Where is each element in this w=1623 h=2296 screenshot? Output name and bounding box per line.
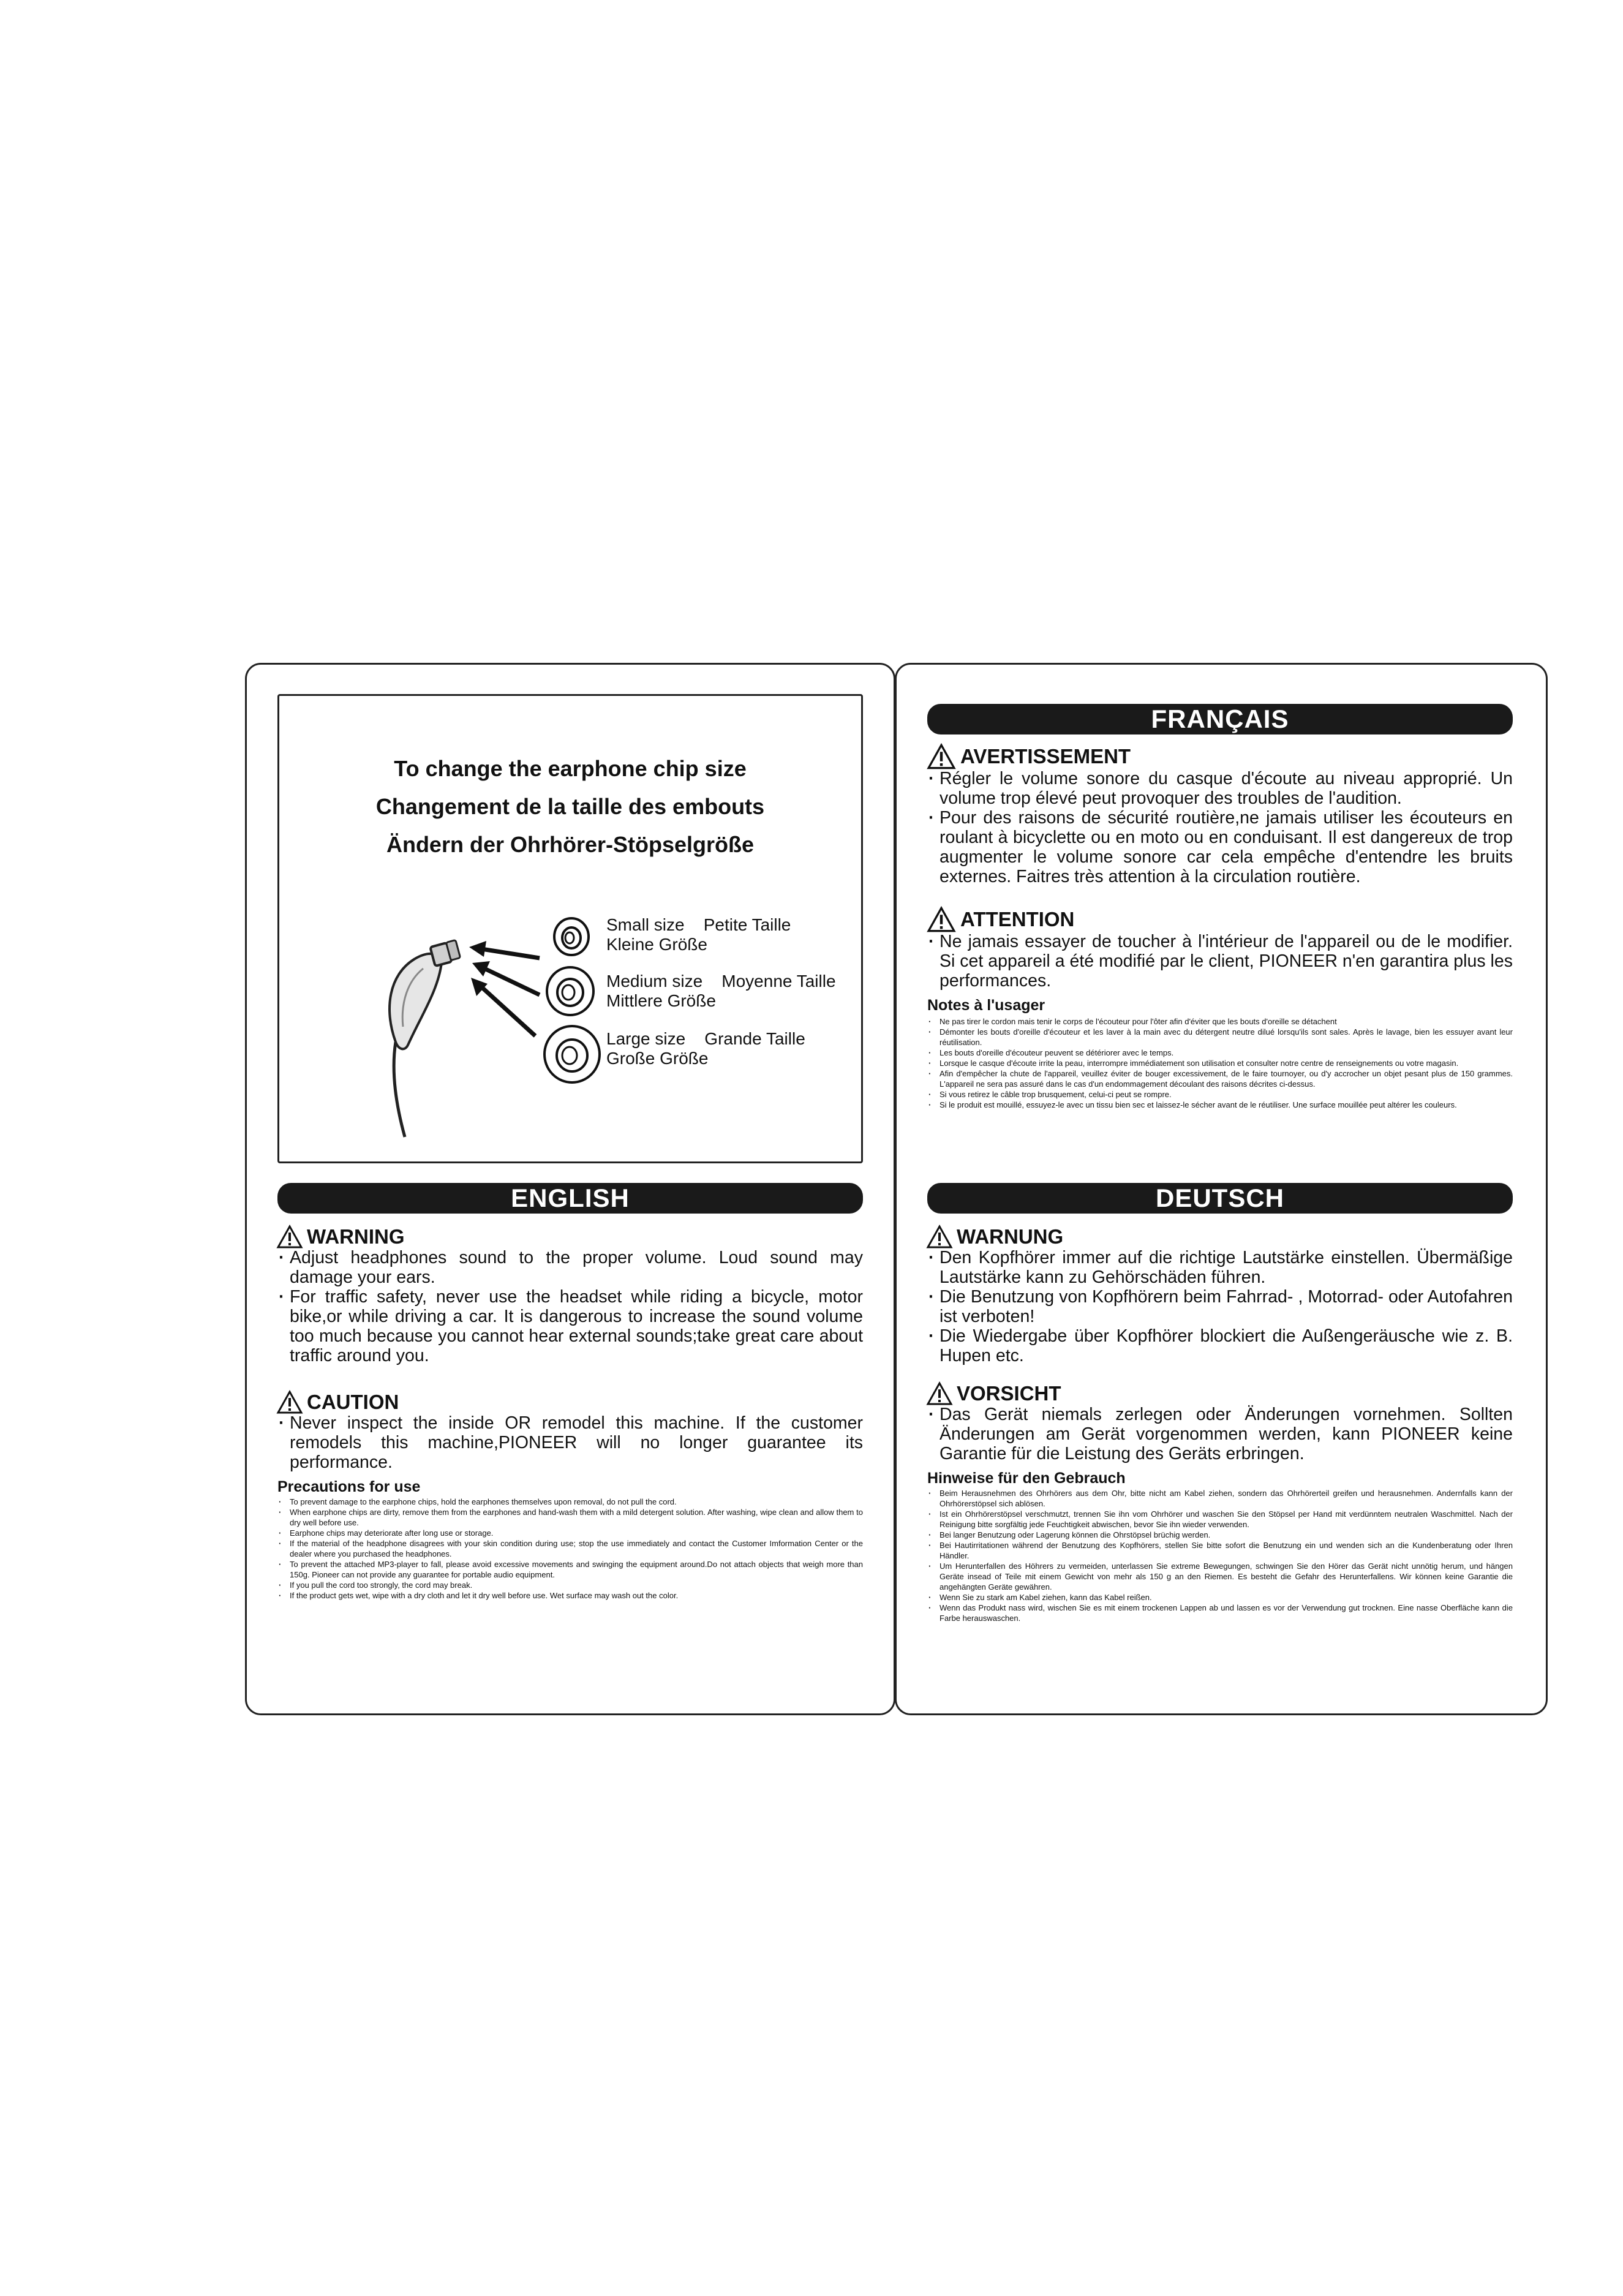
list-item: · If the material of the headphone disagrees with your skin condition during use; stop the use immediately and contact the Customer Imformation Center or the dealer where you purchased the headphones.: [277, 1538, 863, 1559]
medium-size-label: Medium size Moyenne Taille Mittlere Größe: [606, 972, 836, 1010]
list-item: · Régler le volume sonore du casque d'écoute au niveau approprié. Un volume trop élevé peut provoquer des troubles de l'audition.: [927, 769, 1513, 808]
francais-precautions-heading: Notes à l'usager: [927, 997, 1045, 1014]
right-panel: [895, 663, 1548, 1715]
list-item: · Ist ein Ohrhörerstöpsel verschmutzt, trennen Sie ihn vom Ohrhörer und waschen Sie den Stöpsel per Hand mit verdünntem neutralen Waschmittel. Nach der Reinigung bitte sorgfältig jede Feuchtigkeit abwischen, bevor Sie ihn wieder verwenden.: [927, 1509, 1513, 1530]
english-warning-heading: [276, 1225, 405, 1249]
english-section-bar: ENGLISH: [277, 1183, 863, 1214]
caution-text: VORSICHT: [957, 1382, 1061, 1405]
list-item: · Pour des raisons de sécurité routière,ne jamais utiliser les écouteurs en roulant à bicyclette ou en moto ou en conduisant. Il est dangereux de trop augmenter le volume sonore car cela empêche d'entendre les bruits externes. Faitres très attention à la circulation routière.: [927, 808, 1513, 886]
deutsch-caution-list: [927, 1405, 1513, 1463]
english-precautions-list: [277, 1497, 863, 1601]
list-item: · Ne pas tirer le cordon mais tenir le corps de l'écouteur pour l'ôter afin d'éviter que les bouts d'oreille se détachent: [927, 1016, 1513, 1027]
caution-text: CAUTION: [307, 1391, 399, 1413]
list-item: · Die Benutzung von Kopfhörern beim Fahrrad- , Motorrad- oder Autofahren ist verboten!: [927, 1287, 1513, 1326]
deutsch-warning-list: [927, 1248, 1513, 1365]
francais-caution-heading: [926, 906, 1074, 933]
list-item: · If the product gets wet, wipe with a dry cloth and let it dry well before use. Wet surface may wash out the color.: [277, 1590, 863, 1601]
large-tip-icon: [541, 1023, 603, 1086]
warning-text: WARNUNG: [957, 1225, 1064, 1248]
deutsch-caution-heading: [926, 1381, 1061, 1406]
english-warning-list: [277, 1248, 863, 1365]
warning-triangle-icon: [276, 1225, 303, 1249]
figure-title-fr: Changement de la taille des embouts: [375, 794, 765, 819]
francais-section-bar: FRANÇAIS: [927, 704, 1513, 734]
francais-precautions-list: [927, 1016, 1513, 1110]
earphone-chip-figure: [277, 694, 863, 1163]
list-item: · Ne jamais essayer de toucher à l'intérieur de l'appareil ou de le modifier. Si cet appareil a été modifié par le client, PIONEER n'en garantira plus les performances.: [927, 932, 1513, 991]
list-item: · Wenn das Produkt nass wird, wischen Sie es mit einem trockenen Lappen ab und lassen es vor der Verwendung gut trocknen. Eine nasse Oberfläche kann die Farbe herauswaschen.: [927, 1603, 1513, 1623]
caution-triangle-icon: [276, 1390, 303, 1414]
caution-triangle-icon: [926, 1381, 953, 1406]
list-item: · Earphone chips may deteriorate after long use or storage.: [277, 1528, 863, 1538]
list-item: · Si le produit est mouillé, essuyez-le avec un tissu bien sec et laissez-le sécher avant de le réutiliser. Une surface mouillée peut altérer les couleurs.: [927, 1100, 1513, 1110]
list-item: · When earphone chips are dirty, remove them from the earphones and hand-wash them with a mild detergent solution. After washing, wipe clean and allow them to dry well before use.: [277, 1507, 863, 1528]
list-item: · Bei Hautirritationen während der Benutzung des Kopfhörers, stellen Sie bitte sofort die Benutzung ein und wenden sich an die Kundenberatung oder Ihren Händler.: [927, 1540, 1513, 1561]
list-item: · To prevent the attached MP3-player to fall, please avoid excessive movements and swinging the equipment around.Do not attach objects that weigh more than 150g. Pioneer can not provide any guarantee for portable audio equipment.: [277, 1559, 863, 1580]
medium-tip-icon: [544, 964, 597, 1018]
francais-caution-list: [927, 932, 1513, 991]
deutsch-precautions-list: [927, 1488, 1513, 1623]
francais-warning-heading: [926, 743, 1131, 770]
list-item: · Si vous retirez le câble trop brusquement, celui-ci peut se rompre.: [927, 1089, 1513, 1100]
deutsch-warning-heading: [926, 1225, 1063, 1249]
list-item: · Das Gerät niemals zerlegen oder Änderungen vornehmen. Sollten Änderungen am Gerät vorgenommen werden, kann PIONEER keine Garantie für die Leistung des Geräts erbringen.: [927, 1405, 1513, 1463]
figure-title-en: To change the earphone chip size: [394, 756, 747, 781]
english-caution-heading: [276, 1390, 399, 1414]
warning-triangle-icon: [926, 743, 957, 770]
small-size-label: Small size Petite Taille Kleine Größe: [606, 915, 791, 954]
list-item: · Bei langer Benutzung oder Lagerung können die Ohrstöpsel brüchig werden.: [927, 1530, 1513, 1540]
list-item: · If you pull the cord too strongly, the cord may break.: [277, 1580, 863, 1590]
deutsch-precautions-heading: Hinweise für den Gebrauch: [927, 1470, 1126, 1487]
large-size-label: Large size Grande Taille Große Größe: [606, 1029, 805, 1068]
figure-title-de: Ändern der Ohrhörer-Stöpselgröße: [386, 832, 755, 857]
list-item: · Die Wiedergabe über Kopfhörer blockiert die Außengeräusche wie z. B. Hupen etc.: [927, 1326, 1513, 1365]
list-item: · For traffic safety, never use the headset while riding a bicycle, motor bike,or while driving a car. It is dangerous to increase the sound volume too much because you cannot hear external sounds;take great care about traffic around you.: [277, 1287, 863, 1365]
small-tip-icon: [551, 915, 592, 958]
list-item: · Démonter les bouts d'oreille d'écouteur et les laver à la main avec du détergent neutre dilué lorsqu'ils sont sales. Après le lavage, bien les essuyer avant leur réutilisation.: [927, 1027, 1513, 1048]
list-item: · Wenn Sie zu stark am Kabel ziehen, kann das Kabel reißen.: [927, 1592, 1513, 1603]
list-item: · Lorsque le casque d'écoute irrite la peau, interrompre immédiatement son utilisation et consulter notre centre de renseignements ou votre magasin.: [927, 1058, 1513, 1068]
english-caution-list: [277, 1413, 863, 1472]
list-item: · Afin d'empêcher la chute de l'appareil, veuillez éviter de bouger excessivement, de le faire tournoyer, ou d'y accrocher un objet pesant plus de 150 grammes. L'appareil ne sera pas assuré dans le cas d'un endommagement découlant des raisons décrites ci-dessus.: [927, 1068, 1513, 1089]
left-panel: [245, 663, 895, 1715]
warning-text: AVERTISSEMENT: [960, 745, 1131, 768]
caution-triangle-icon: [926, 906, 957, 933]
list-item: · Les bouts d'oreille d'écouteur peuvent se détériorer avec le temps.: [927, 1048, 1513, 1058]
warning-triangle-icon: [926, 1225, 953, 1249]
list-item: · Beim Herausnehmen des Ohrhörers aus dem Ohr, bitte nicht am Kabel ziehen, sondern das Ohrhörerteil greifen und herausnehmen. Andernfalls kann der Ohrhörerstöpsel sich ablösen.: [927, 1488, 1513, 1509]
list-item: · Adjust headphones sound to the proper volume. Loud sound may damage your ears.: [277, 1248, 863, 1287]
warning-text: WARNING: [307, 1225, 405, 1248]
caution-text: ATTENTION: [960, 908, 1075, 931]
english-precautions-heading: Precautions for use: [277, 1478, 421, 1495]
list-item: · Um Herunterfallen des Höhrers zu vermeiden, unterlassen Sie extreme Bewegungen, schwingen Sie den Hörer das Gerät nicht unnötig herum, und hängen Geräte insead of Teile mit einem Gewicht von mehr als 150 g an den Riemen. Es besteht die Gefahr des Herunterfallens. Wir können keine Garantie die angehängten Geräte gewähren.: [927, 1561, 1513, 1592]
list-item: · To prevent damage to the earphone chips, hold the earphones themselves upon removal, do not pull the cord.: [277, 1497, 863, 1507]
deutsch-section-bar: DEUTSCH: [927, 1183, 1513, 1214]
francais-warning-list: [927, 769, 1513, 886]
list-item: · Den Kopfhörer immer auf die richtige Lautstärke einstellen. Übermäßige Lautstärke kann zu Gehörschäden führen.: [927, 1248, 1513, 1287]
list-item: · Never inspect the inside OR remodel this machine. If the customer remodels this machine,PIONEER will no longer guarantee its performance.: [277, 1413, 863, 1472]
